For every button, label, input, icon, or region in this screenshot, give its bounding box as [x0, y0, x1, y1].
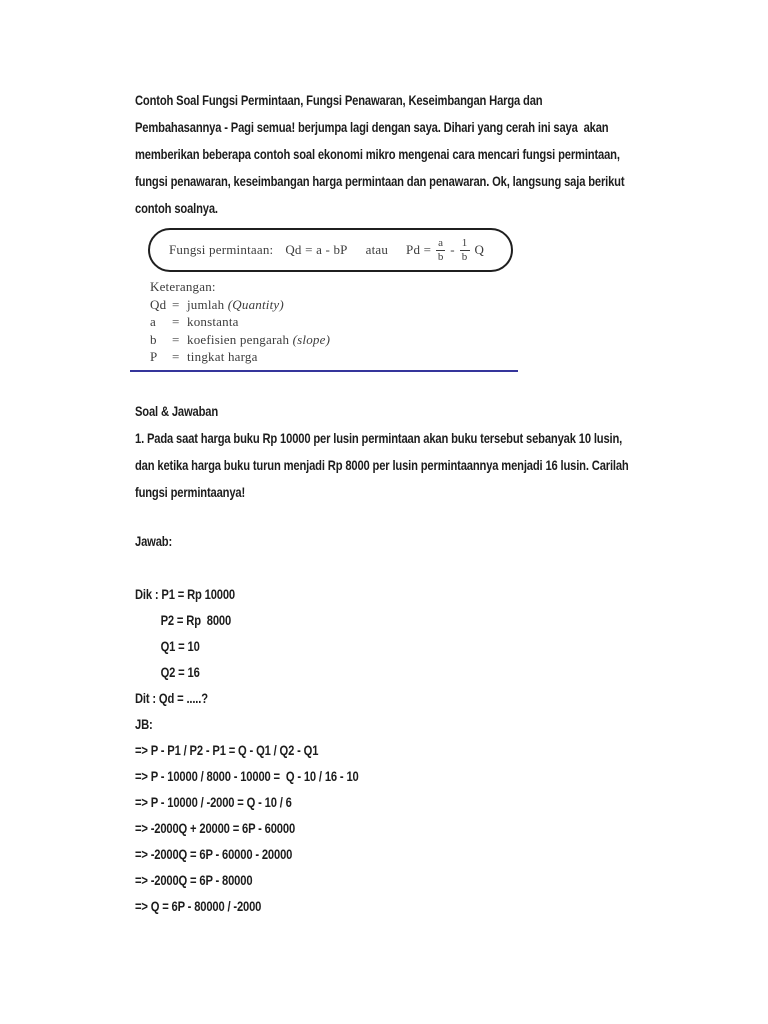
- legend-symbol: P: [150, 349, 158, 364]
- legend-value: [187, 313, 522, 331]
- minus-sign: -: [450, 242, 455, 257]
- soal-jawaban-heading: Soal & Jawaban: [135, 403, 219, 419]
- pd-prefix: Pd =: [406, 242, 432, 257]
- qa-section: [135, 398, 752, 506]
- solution-step: => -2000Q = 6P - 60000 - 20000: [135, 846, 293, 862]
- solution-step: => P - P1 / P2 - P1 = Q - Q1 / Q2 - Q1: [135, 742, 319, 758]
- legend-row: [150, 313, 522, 331]
- or-word: atau: [365, 242, 389, 257]
- intro-line: Contoh Soal Fungsi Permintaan, Fungsi Penawaran, Keseimbangan Harga dan: [135, 92, 543, 108]
- q-variable: Q: [474, 242, 485, 257]
- problem-line: dan ketika harga buku turun menjadi Rp 8000 per lusin permintaannya menjadi 16 lusin. Carilah: [135, 457, 629, 473]
- legend-row: [150, 348, 522, 366]
- legend-equals: =: [172, 314, 180, 329]
- qd-formula: Qd = a - bP: [285, 242, 348, 257]
- legend-value-text: jumlah: [187, 296, 228, 312]
- legend-equals: =: [172, 296, 180, 312]
- known-line: Q1 = 10: [160, 638, 200, 654]
- legend-value-italic: (Quantity): [227, 296, 284, 312]
- problem-line: fungsi permintaanya!: [135, 484, 246, 500]
- formula-legend: [150, 278, 522, 366]
- solution-step: => Q = 6P - 80000 / -2000: [135, 898, 262, 914]
- fraction-a-over-b: [436, 237, 445, 263]
- solution-block: [135, 581, 415, 919]
- known-line: P2 = Rp 8000: [160, 612, 232, 628]
- solution-step: => -2000Q + 20000 = 6P - 60000: [135, 820, 296, 836]
- jb-label: JB:: [135, 716, 153, 732]
- fraction-denominator: b: [461, 250, 468, 263]
- intro-paragraph: [135, 87, 747, 222]
- formula-box: [148, 228, 513, 272]
- fraction-numerator: 1: [461, 236, 468, 249]
- legend-row: [150, 331, 522, 349]
- legend-value-text: tingkat harga: [187, 349, 258, 364]
- fraction-1-over-b: [460, 237, 470, 263]
- jawab-label: Jawab:: [135, 533, 173, 549]
- legend-value: [187, 296, 522, 314]
- intro-line: Pembahasannya - Pagi semua! berjumpa lagi dengan saya. Dihari yang cerah ini saya akan: [135, 119, 609, 135]
- fraction-denominator: b: [437, 250, 444, 263]
- legend-value-text: konstanta: [187, 314, 239, 329]
- legend-value-italic: (slope): [292, 331, 331, 347]
- asked-line: Dit : Qd = .....?: [135, 690, 208, 706]
- intro-line: memberikan beberapa contoh soal ekonomi mikro mengenai cara mencari fungsi permintaan,: [135, 146, 620, 162]
- problem-line: 1. Pada saat harga buku Rp 10000 per lusin permintaan akan buku tersebut sebanyak 10 lusin,: [135, 430, 623, 446]
- solution-step: => P - 10000 / 8000 - 10000 = Q - 10 / 16 - 10: [135, 768, 359, 784]
- legend-row: [150, 296, 522, 314]
- known-line: Q2 = 16: [160, 664, 200, 680]
- fraction-numerator: a: [438, 236, 444, 249]
- legend-equals: =: [172, 331, 180, 347]
- known-line: Dik : P1 = Rp 10000: [135, 586, 235, 602]
- legend-symbol: Qd: [150, 296, 167, 312]
- solution-step: => P - 10000 / -2000 = Q - 10 / 6: [135, 794, 292, 810]
- formula-label: Fungsi permintaan:: [169, 242, 274, 257]
- intro-line: contoh soalnya.: [135, 200, 218, 216]
- legend-value-text: koefisien pengarah: [187, 331, 293, 347]
- legend-title: Keterangan:: [150, 279, 216, 294]
- legend-equals: =: [172, 349, 180, 364]
- formula-figure: [130, 228, 522, 372]
- legend-value: [187, 348, 522, 366]
- pd-formula: [406, 237, 484, 263]
- intro-line: fungsi penawaran, keseimbangan harga permintaan dan penawaran. Ok, langsung saja berikut: [135, 173, 625, 189]
- legend-symbol: a: [150, 314, 156, 329]
- section-divider-line: [130, 370, 518, 372]
- legend-symbol: b: [150, 331, 157, 347]
- legend-value: [187, 331, 522, 349]
- solution-step: => -2000Q = 6P - 80000: [135, 872, 253, 888]
